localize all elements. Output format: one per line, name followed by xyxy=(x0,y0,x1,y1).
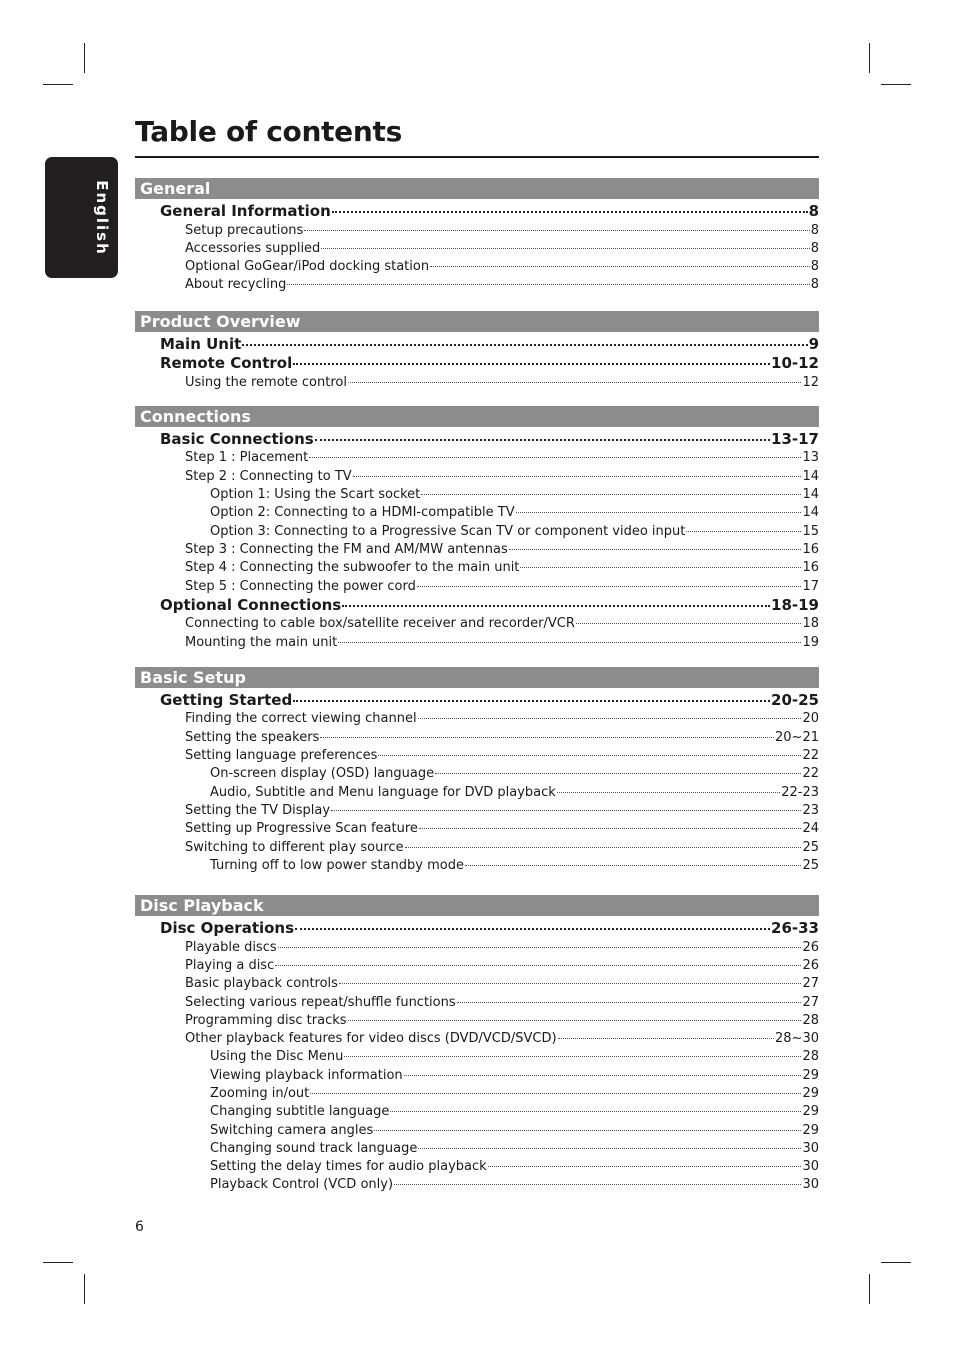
crop-mark xyxy=(84,1274,85,1304)
toc-entry-page: 22-23 xyxy=(781,784,819,800)
toc-entry-label: Using the Disc Menu xyxy=(210,1049,344,1065)
toc-entry[interactable] xyxy=(135,919,819,939)
toc-entry[interactable] xyxy=(135,276,819,294)
toc-entry-label: Optional GoGear/iPod docking station xyxy=(185,259,430,275)
toc-entry-label: On-screen display (OSD) language xyxy=(210,766,435,782)
toc-entry-page: 30 xyxy=(802,1159,819,1175)
section-spacer xyxy=(135,295,819,311)
toc-entry-page: 27 xyxy=(802,976,819,992)
dot-leader xyxy=(374,1130,801,1131)
toc-entry-page: 30 xyxy=(802,1177,819,1193)
toc-entry[interactable] xyxy=(135,222,819,240)
toc-entry-label: Step 5 : Connecting the power cord xyxy=(185,578,416,594)
toc-entry[interactable] xyxy=(135,523,819,541)
section-spacer xyxy=(135,652,819,667)
toc-entry[interactable] xyxy=(135,1176,819,1194)
toc-entry[interactable] xyxy=(135,374,819,392)
dot-leader xyxy=(576,623,802,624)
dot-leader xyxy=(418,718,802,719)
toc-entry-label: Connecting to cable box/satellite receiver and recorder/VCR xyxy=(185,616,575,632)
toc-entry[interactable] xyxy=(135,449,819,467)
toc-entry-label: Step 1 : Placement xyxy=(185,450,309,466)
toc-entry-label: Step 3 : Connecting the FM and AM/MW antennas xyxy=(185,541,508,557)
toc-entry-label: About recycling xyxy=(185,277,287,293)
toc-entry-page: 18-19 xyxy=(771,595,819,614)
dot-leader xyxy=(558,1038,774,1039)
toc-entry[interactable] xyxy=(135,957,819,975)
toc-entry[interactable] xyxy=(135,765,819,783)
toc-entry-page: 26 xyxy=(802,957,819,973)
toc-entry[interactable] xyxy=(135,578,819,596)
crop-mark xyxy=(43,84,73,85)
section-header: Product Overview xyxy=(135,311,819,332)
dot-leader xyxy=(405,847,802,848)
dot-leader xyxy=(465,865,802,866)
section-header: Basic Setup xyxy=(135,667,819,688)
toc-entry[interactable] xyxy=(135,596,819,616)
dot-leader xyxy=(331,810,801,811)
dot-leader xyxy=(353,476,802,477)
toc-entry-label: Using the remote control xyxy=(185,374,347,390)
toc-entry[interactable] xyxy=(135,486,819,504)
toc-entry-label: Other playback features for video discs (DVD/VCD/SVCD) xyxy=(185,1031,557,1047)
toc-section xyxy=(135,311,819,392)
toc-entry-label: Playing a disc xyxy=(185,957,275,973)
toc-entry[interactable] xyxy=(135,802,819,820)
dot-leader xyxy=(320,737,774,738)
section-header: General xyxy=(135,178,819,199)
dot-leader xyxy=(332,211,808,213)
toc-entry-page: 16 xyxy=(802,560,819,576)
page-number: 6 xyxy=(135,1219,144,1235)
toc-entry-label: Basic playback controls xyxy=(185,976,338,992)
section-header: Connections xyxy=(135,406,819,427)
dot-leader xyxy=(342,605,770,607)
dot-leader xyxy=(390,1111,801,1112)
toc-entry-page: 8 xyxy=(810,259,819,275)
toc-entry-label: Setting up Progressive Scan feature xyxy=(185,821,418,837)
dot-leader xyxy=(338,642,801,643)
dot-leader xyxy=(378,755,801,756)
dot-leader xyxy=(348,382,801,383)
dot-leader xyxy=(419,828,802,829)
toc-entry-page: 17 xyxy=(802,578,819,594)
toc-entry[interactable] xyxy=(135,1103,819,1121)
toc-entry-label: Playback Control (VCD only) xyxy=(210,1177,394,1193)
toc-entry-label: Setting language preferences xyxy=(185,748,378,764)
toc-entry-page: 29 xyxy=(802,1122,819,1138)
toc-entry-page: 23 xyxy=(802,802,819,818)
toc-entry[interactable] xyxy=(135,975,819,993)
language-tab-label: English xyxy=(93,180,111,256)
toc-entry-page: 28 xyxy=(802,1012,819,1028)
toc-entry[interactable] xyxy=(135,615,819,633)
toc-entry-page: 26-33 xyxy=(771,919,819,938)
toc-entry[interactable] xyxy=(135,1122,819,1140)
toc-entry[interactable] xyxy=(135,1048,819,1066)
crop-mark xyxy=(869,1274,870,1304)
dot-leader xyxy=(309,457,801,458)
toc-section xyxy=(135,178,819,295)
toc-entry-label: Programming disc tracks xyxy=(185,1012,347,1028)
toc-entry-page: 8 xyxy=(810,277,819,293)
toc-entry-page: 24 xyxy=(802,821,819,837)
section-spacer xyxy=(135,875,819,895)
toc-entry[interactable] xyxy=(135,839,819,857)
toc-entry[interactable] xyxy=(135,559,819,577)
toc-entry-page: 13-17 xyxy=(771,429,819,448)
toc-entry-label: General Information xyxy=(160,202,331,220)
toc-entry[interactable] xyxy=(135,710,819,728)
toc-entry-label: Optional Connections xyxy=(160,595,342,614)
toc-entry[interactable] xyxy=(135,430,819,450)
dot-leader xyxy=(293,700,770,702)
dot-leader xyxy=(457,1002,802,1003)
toc-entry-page: 14 xyxy=(802,487,819,503)
toc-entry-page: 8 xyxy=(810,240,819,256)
dot-leader xyxy=(488,1166,802,1167)
toc-entry-label: Getting Started xyxy=(160,690,293,709)
toc-entry-page: 29 xyxy=(802,1086,819,1101)
dot-leader xyxy=(404,1075,802,1076)
dot-leader xyxy=(520,567,801,568)
toc-entry-label: Remote Control xyxy=(160,354,293,373)
toc-entry[interactable] xyxy=(135,258,819,276)
toc-entry-page: 13 xyxy=(802,450,819,466)
toc-entry-label: Changing sound track language xyxy=(210,1140,418,1156)
dot-leader xyxy=(275,965,801,966)
toc-entry[interactable] xyxy=(135,1158,819,1176)
dot-leader xyxy=(421,494,801,495)
toc-entry-page: 26 xyxy=(802,939,819,955)
toc-entry-page: 30 xyxy=(802,1140,819,1156)
toc-entry-page: 20~21 xyxy=(775,729,819,745)
toc-entry-label: Turning off to low power standby mode xyxy=(210,857,464,873)
toc-entry-label: Changing subtitle language xyxy=(210,1104,390,1120)
toc-entry[interactable] xyxy=(135,939,819,957)
toc-entry-label: Option 2: Connecting to a HDMI-compatible TV xyxy=(210,505,515,521)
toc-entry-page: 20-25 xyxy=(771,690,819,709)
dot-leader xyxy=(295,928,770,930)
toc-entry[interactable] xyxy=(135,1140,819,1158)
toc-entry[interactable] xyxy=(135,541,819,559)
toc-entry-page: 22 xyxy=(802,766,819,782)
toc-entry-label: Disc Operations xyxy=(160,919,295,938)
toc-entry-label: Main Unit xyxy=(160,334,242,353)
dot-leader xyxy=(304,230,809,231)
crop-mark xyxy=(84,43,85,73)
toc-entry-label: Setting the speakers xyxy=(185,729,320,745)
toc-entry-label: Basic Connections xyxy=(160,429,314,448)
dot-leader xyxy=(435,773,801,774)
toc-entry-label: Setup precautions xyxy=(185,222,304,238)
title-divider xyxy=(135,156,819,158)
toc-entry[interactable] xyxy=(135,240,819,258)
toc-entry-label: Audio, Subtitle and Menu language for DVD playback xyxy=(210,784,556,800)
toc-section xyxy=(135,895,819,1195)
toc-entry-page: 20 xyxy=(802,711,819,727)
toc-entry-page: 28~30 xyxy=(775,1031,819,1047)
dot-leader xyxy=(287,284,809,285)
dot-leader xyxy=(557,792,780,793)
page-title: Table of contents xyxy=(135,115,402,148)
toc-section xyxy=(135,406,819,652)
toc-entry-page: 14 xyxy=(802,468,819,484)
dot-leader xyxy=(509,549,802,550)
toc-entry-page: 16 xyxy=(802,541,819,557)
dot-leader xyxy=(339,983,802,984)
toc-entry-page: 8 xyxy=(808,202,819,220)
toc-entry-label: Setting the delay times for audio playback xyxy=(210,1159,487,1175)
toc-entry[interactable] xyxy=(135,634,819,652)
dot-leader xyxy=(394,1184,801,1185)
toc-entry-page: 15 xyxy=(802,523,819,539)
toc-entry-label: Finding the correct viewing channel xyxy=(185,711,417,727)
crop-mark xyxy=(43,1262,73,1263)
dot-leader xyxy=(315,439,770,441)
toc-section xyxy=(135,667,819,875)
toc-entry-label: Switching to different play source xyxy=(185,839,404,855)
toc-entry-label: Accessories supplied xyxy=(185,240,321,256)
toc-entry-page: 14 xyxy=(802,505,819,521)
toc-entry[interactable] xyxy=(135,747,819,765)
toc-entry[interactable] xyxy=(135,1030,819,1048)
toc-entry-page: 28 xyxy=(802,1049,819,1065)
dot-leader xyxy=(242,344,807,346)
toc-entry[interactable] xyxy=(135,1085,819,1103)
dot-leader xyxy=(344,1056,801,1057)
table-of-contents xyxy=(135,178,819,1195)
toc-entry[interactable] xyxy=(135,504,819,522)
toc-entry-label: Step 2 : Connecting to TV xyxy=(185,468,352,484)
dot-leader xyxy=(430,266,810,267)
toc-entry[interactable] xyxy=(135,820,819,838)
dot-leader xyxy=(278,947,802,948)
toc-entry[interactable] xyxy=(135,994,819,1012)
toc-entry-label: Selecting various repeat/shuffle functions xyxy=(185,994,456,1010)
dot-leader xyxy=(293,363,770,365)
toc-entry-page: 10-12 xyxy=(771,354,819,373)
toc-entry-label: Viewing playback information xyxy=(210,1067,403,1083)
section-header: Disc Playback xyxy=(135,895,819,916)
dot-leader xyxy=(516,512,802,513)
crop-mark xyxy=(869,43,870,73)
dot-leader xyxy=(348,1020,802,1021)
toc-entry[interactable] xyxy=(135,354,819,374)
section-spacer xyxy=(135,392,819,406)
toc-entry[interactable] xyxy=(135,1067,819,1085)
toc-entry[interactable] xyxy=(135,202,819,222)
toc-entry-page: 29 xyxy=(802,1104,819,1120)
dot-leader xyxy=(310,1093,801,1094)
toc-entry-page: 9 xyxy=(808,334,819,353)
toc-entry-page: 29 xyxy=(802,1067,819,1083)
toc-entry-label: Switching camera angles xyxy=(210,1122,374,1138)
toc-entry-label: Setting the TV Display xyxy=(185,802,331,818)
crop-mark xyxy=(881,1262,911,1263)
toc-entry-label: Playable discs xyxy=(185,939,277,955)
toc-entry-label: Option 3: Connecting to a Progressive Scan TV or component video input xyxy=(210,523,686,539)
dot-leader xyxy=(417,586,802,587)
dot-leader xyxy=(418,1148,801,1149)
dot-leader xyxy=(686,531,801,532)
toc-entry[interactable] xyxy=(135,335,819,355)
toc-entry-page: 25 xyxy=(802,839,819,855)
toc-entry[interactable] xyxy=(135,784,819,802)
toc-entry-page: 12 xyxy=(802,374,819,390)
toc-entry-label: Mounting the main unit xyxy=(185,634,338,650)
toc-entry-page: 25 xyxy=(802,857,819,873)
toc-entry-label: Zooming in/out xyxy=(210,1086,310,1101)
crop-mark xyxy=(881,84,911,85)
toc-entry-label: Option 1: Using the Scart socket xyxy=(210,487,421,503)
toc-entry[interactable] xyxy=(135,691,819,711)
toc-entry[interactable] xyxy=(135,1012,819,1030)
toc-entry[interactable] xyxy=(135,857,819,875)
toc-entry-page: 19 xyxy=(802,634,819,650)
toc-entry-page: 22 xyxy=(802,748,819,764)
toc-entry-page: 8 xyxy=(810,222,819,238)
toc-entry-page: 27 xyxy=(802,994,819,1010)
toc-entry[interactable] xyxy=(135,468,819,486)
toc-entry-label: Step 4 : Connecting the subwoofer to the main unit xyxy=(185,560,520,576)
toc-entry[interactable] xyxy=(135,729,819,747)
dot-leader xyxy=(321,248,809,249)
toc-entry-page: 18 xyxy=(802,616,819,632)
